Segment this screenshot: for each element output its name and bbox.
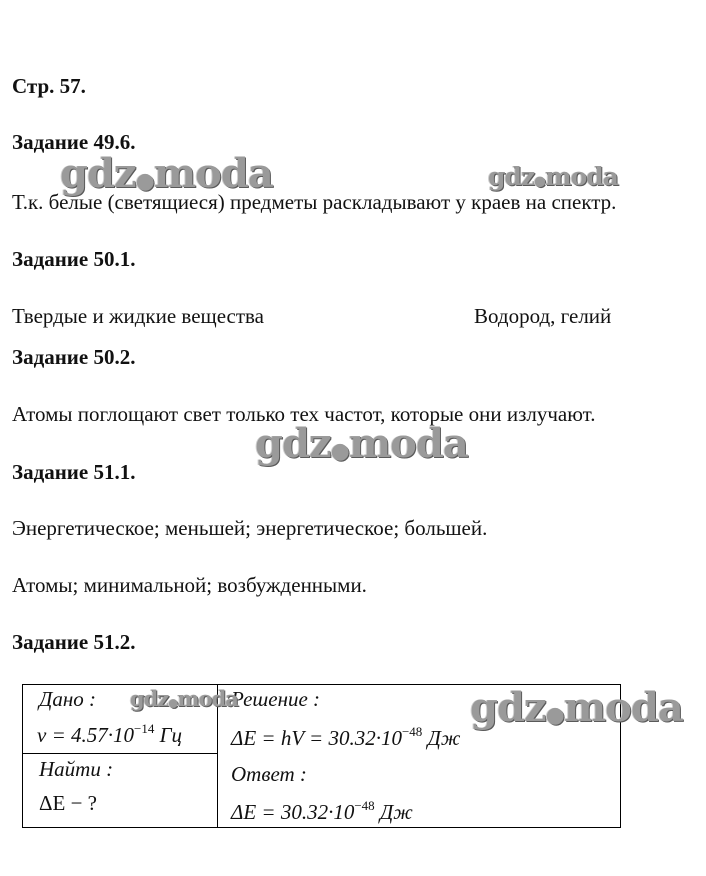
task-heading-50-1: Задание 50.1.: [12, 247, 136, 271]
solution-formula-base: ΔE = hV = 30.32·10: [231, 726, 402, 750]
answer-value-base: ΔE = 30.32·10: [231, 800, 355, 824]
given-frequency-base: ν = 4.57·10: [37, 723, 134, 747]
given-frequency: [37, 723, 182, 748]
solution-formula-unit: Дж: [427, 726, 461, 750]
table-horizontal-divider: [23, 753, 217, 754]
task-50-1-right-text: Водород, гелий: [474, 304, 612, 328]
task-49-6-text: Т.к. белые (светящиеся) предметы раскладывают у краев на спектр.: [12, 190, 617, 214]
task-heading-49-6: Задание 49.6.: [12, 130, 136, 154]
watermark-logo: gdz●moda: [488, 162, 618, 191]
find-label: Найти :: [39, 757, 114, 781]
task-heading-50-2: Задание 50.2.: [12, 345, 136, 369]
answer-value: [231, 800, 413, 825]
given-frequency-unit: Гц: [159, 723, 183, 747]
watermark-logo: gdz●moda: [255, 420, 468, 467]
task-heading-51-1: Задание 51.1.: [12, 460, 136, 484]
answer-value-unit: Дж: [379, 800, 413, 824]
given-label: Дано :: [39, 687, 97, 711]
task-50-2-text: Атомы поглощают свет только тех частот, которые они излучают.: [12, 402, 596, 426]
task-51-1-line-1: Энергетическое; меньшей; энергетическое; большей.: [12, 516, 488, 540]
given-frequency-exponent: −14: [134, 721, 155, 736]
watermark-logo: gdz●moda: [130, 686, 238, 711]
answer-label: Ответ :: [231, 762, 307, 786]
solution-formula: [231, 726, 460, 751]
task-51-1-line-2: Атомы; минимальной; возбужденными.: [12, 573, 367, 597]
watermark-logo: gdz●moda: [60, 150, 273, 197]
task-50-1-left-text: Твердые и жидкие вещества: [12, 304, 264, 328]
task-heading-51-2: Задание 51.2.: [12, 630, 136, 654]
answer-value-exponent: −48: [354, 798, 375, 813]
find-value: ΔE − ?: [39, 791, 97, 815]
solution-label: Решение :: [231, 687, 321, 711]
page-label: Стр. 57.: [12, 74, 86, 98]
watermark-logo: gdz●moda: [470, 684, 683, 731]
solution-formula-exponent: −48: [401, 724, 423, 739]
